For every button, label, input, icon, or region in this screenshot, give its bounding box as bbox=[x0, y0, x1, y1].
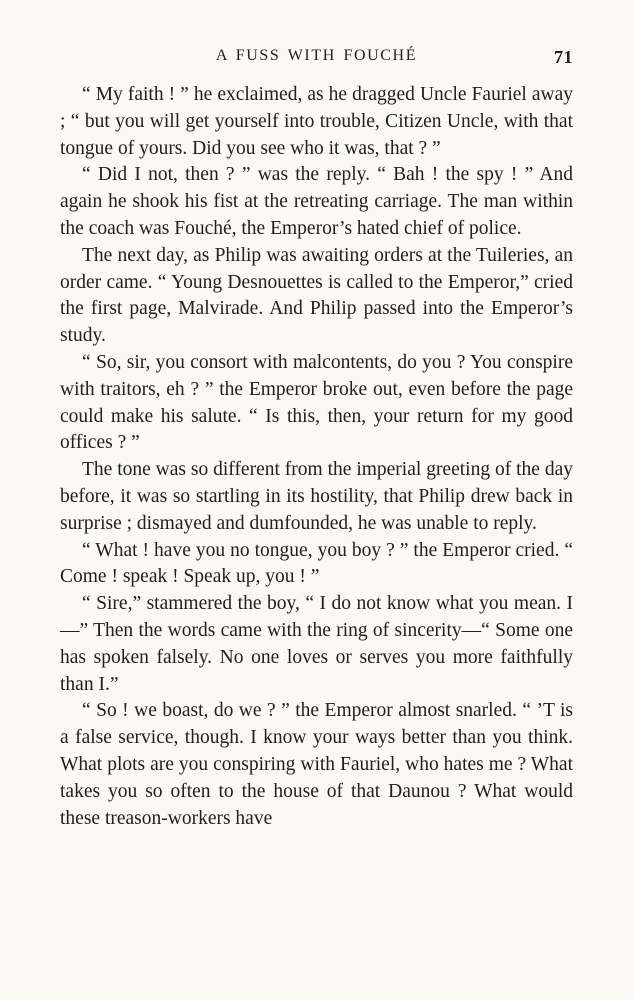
paragraph: “ My faith ! ” he exclaimed, as he dragged Uncle Fauriel away ; “ but you will get yourself into trouble, Citizen Uncle, with that tongue of yours. Did you see who it was, that ? ” bbox=[60, 84, 573, 159]
running-head: A FUSS WITH FOUCHÉ bbox=[215, 47, 418, 64]
paragraph: “ So, sir, you consort with malcontents, do you ? You conspire with traitors, eh ? ” the Emperor broke out, even before the page could make his salute. “ Is this, then, your return for my good offices ? ” bbox=[60, 351, 573, 454]
paragraph: “ Did I not, then ? ” was the reply. “ Bah ! the spy ! ” And again he shook his fist at the retreating carriage. The man within the coach was Fouché, the Emperor’s hated chief of police. bbox=[60, 164, 573, 239]
paragraph: “ Sire,” stammered the boy, “ I do not know what you mean. I—” Then the words came with the ring of sincerity—“ Some one has spoken falsely. No one loves or serves you more faithfully than I.” bbox=[60, 593, 573, 695]
paragraph: The tone was so different from the imperial greeting of the day before, it was so startling in its hostility, that Philip drew back in surprise ; dismayed and dumfounded, he was unable to reply. bbox=[60, 459, 573, 534]
body-text bbox=[60, 82, 573, 832]
paragraph: “ So ! we boast, do we ? ” the Emperor almost snarled. “ ’T is a false service, though. I know your ways better than you think. What plots are you conspiring with Fauriel, who hates me ? What takes you so often to the house of that Daunou ? What would these treason-workers have bbox=[60, 700, 573, 829]
page-number: 71 bbox=[554, 47, 573, 67]
page-header bbox=[60, 47, 573, 71]
paragraph: The next day, as Philip was awaiting orders at the Tuileries, an order came. “ Young Desnouettes is called to the Emperor,” cried the first page, Malvirade. And Philip passed into the Emperor’s study. bbox=[60, 244, 573, 347]
paragraph: “ What ! have you no tongue, you boy ? ” the Emperor cried. “ Come ! speak ! Speak up, you ! ” bbox=[60, 539, 573, 588]
